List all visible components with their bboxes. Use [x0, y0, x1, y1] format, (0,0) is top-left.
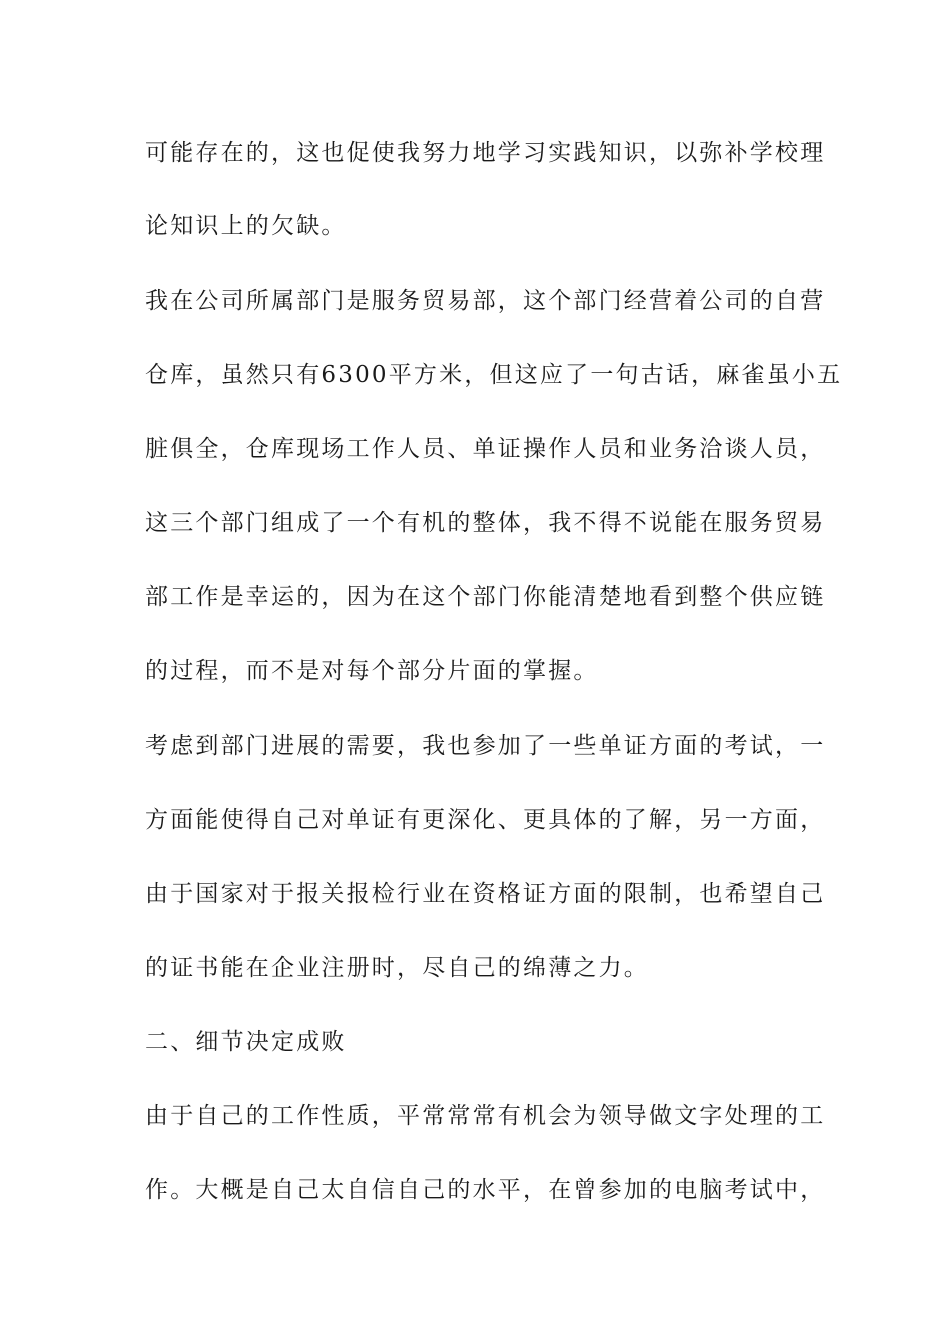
- section-heading: 二、细节决定成败: [145, 1029, 347, 1055]
- paragraph-line: 的证书能在企业注册时，尽自己的绵薄之力。: [145, 955, 649, 981]
- paragraph-line: 仓库，虽然只有6300平方米，但这应了一句古话，麻雀虽小五: [145, 362, 843, 388]
- paragraph-line: 方面能使得自己对单证有更深化、更具体的了解，另一方面，: [145, 807, 826, 833]
- paragraph-line: 部工作是幸运的，因为在这个部门你能清楚地看到整个供应链: [145, 584, 826, 610]
- paragraph-line: 的过程，而不是对每个部分片面的掌握。: [145, 658, 599, 684]
- paragraph-line: 由于自己的工作性质，平常常常有机会为领导做文字处理的工: [145, 1103, 826, 1129]
- paragraph-line: 脏俱全，仓库现场工作人员、单证操作人员和业务洽谈人员，: [145, 436, 826, 462]
- paragraph-line: 由于国家对于报关报检行业在资格证方面的限制，也希望自己: [145, 881, 826, 907]
- paragraph-line: 我在公司所属部门是服务贸易部，这个部门经营着公司的自营: [145, 288, 826, 314]
- paragraph-line: 论知识上的欠缺。: [145, 213, 347, 239]
- paragraph-line: 这三个部门组成了一个有机的整体，我不得不说能在服务贸易: [145, 510, 826, 536]
- paragraph-line: 考虑到部门进展的需要，我也参加了一些单证方面的考试，一: [145, 733, 826, 759]
- paragraph-line: 可能存在的，这也促使我努力地学习实践知识，以弥补学校理: [145, 140, 826, 166]
- paragraph-line: 作。大概是自己太自信自己的水平，在曾参加的电脑考试中，: [145, 1177, 826, 1203]
